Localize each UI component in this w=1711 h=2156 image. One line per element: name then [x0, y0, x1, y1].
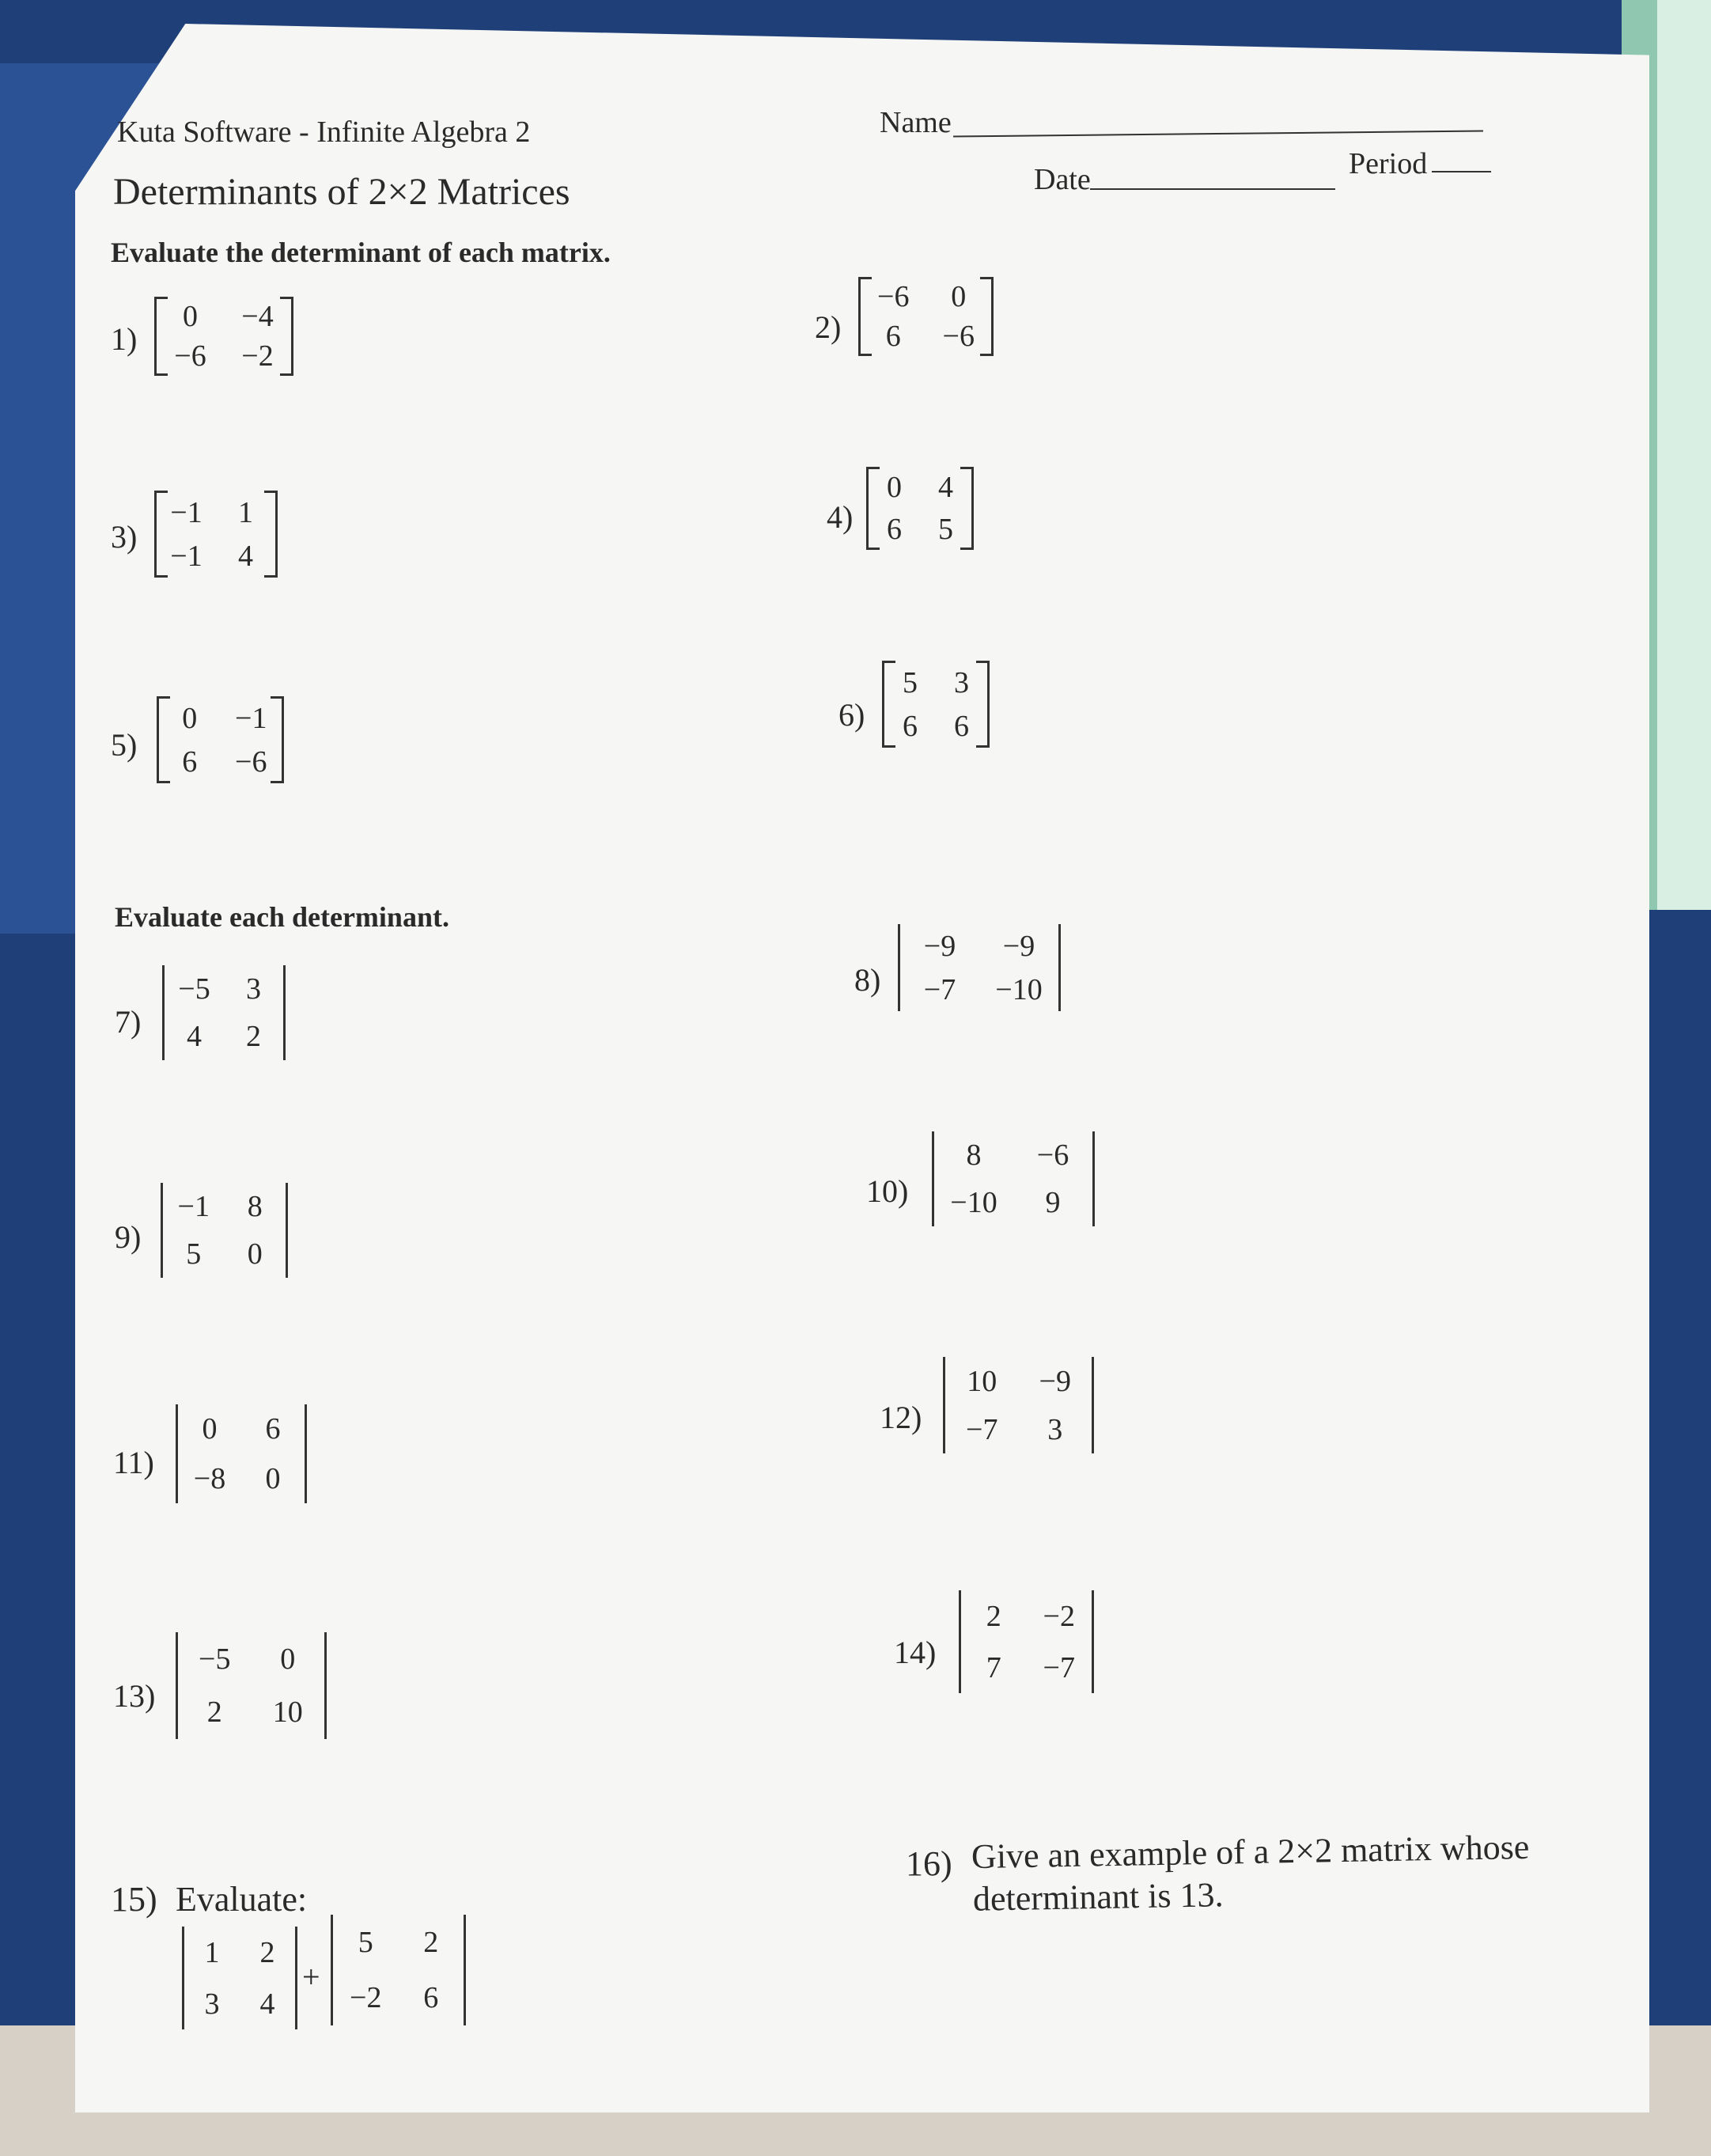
matrix-entry: 2 [246, 1020, 261, 1053]
matrix-entry: 3 [246, 972, 261, 1006]
matrix-entry: −2 [241, 339, 274, 373]
matrix-entry: 6 [423, 1981, 439, 2014]
determinant-8 [898, 924, 1061, 1011]
matrix-entry: −6 [877, 280, 910, 313]
matrix-entry: 1 [204, 1935, 220, 1969]
matrix-4 [866, 467, 974, 550]
matrix-entry: −9 [1039, 1364, 1071, 1398]
matrix-entry: 1 [238, 495, 253, 529]
matrix-entry: −9 [923, 929, 956, 963]
matrix-entry: 6 [182, 745, 198, 779]
matrix-entry: 6 [954, 709, 969, 743]
background-paper-edge [1657, 0, 1711, 910]
date-label: Date [1034, 163, 1091, 196]
matrix-entry: −10 [995, 972, 1043, 1006]
matrix-entry: 0 [951, 280, 967, 313]
matrix-entry: 2 [423, 1926, 439, 1959]
section2-instruction: Evaluate each determinant. [115, 901, 449, 933]
page-title: Determinants of 2×2 Matrices [113, 171, 570, 213]
matrix-entry: 4 [238, 539, 253, 573]
problem-label: 4) [827, 499, 854, 535]
matrix-entry: 4 [259, 1987, 275, 2021]
problem-label: 10) [866, 1173, 909, 1209]
matrix-entry: −2 [1043, 1599, 1075, 1633]
matrix-entry: −10 [950, 1186, 997, 1219]
matrix-entry: 4 [938, 471, 953, 505]
matrix-entry: 8 [247, 1190, 263, 1223]
matrix-entry: 5 [186, 1237, 202, 1271]
matrix-entry: 0 [247, 1237, 263, 1271]
plus-sign: + [302, 1959, 320, 1995]
problem-label: 13) [113, 1678, 156, 1714]
matrix-entry: −2 [350, 1981, 382, 2014]
problem-label: 7) [115, 1004, 142, 1040]
period-field-line[interactable] [1432, 171, 1491, 172]
matrix-entry: 2 [259, 1935, 275, 1969]
matrix-entry: 3 [1047, 1412, 1063, 1446]
matrix-entry: 0 [887, 471, 902, 505]
matrix-entry: −6 [1036, 1139, 1069, 1172]
matrix-entry: 6 [887, 512, 902, 546]
determinant-10 [932, 1131, 1095, 1226]
problem-label: 2) [815, 309, 842, 345]
determinant-15a [182, 1927, 297, 2029]
matrix-entry: 5 [938, 512, 953, 546]
matrix-entry: −1 [170, 539, 203, 573]
determinant-7 [162, 965, 286, 1060]
matrix-entry: −1 [170, 495, 203, 529]
matrix-entry: −6 [942, 320, 975, 353]
matrix-entry: −8 [193, 1461, 226, 1495]
matrix-entry: 6 [903, 709, 918, 743]
matrix-entry: 7 [986, 1650, 1001, 1684]
matrix-entry: −6 [235, 745, 267, 779]
problem-label: 3) [111, 519, 138, 555]
matrix-entry: 5 [358, 1926, 373, 1959]
matrix-entry: 10 [272, 1696, 303, 1730]
determinant-12 [943, 1357, 1094, 1453]
matrix-entry: 2 [206, 1696, 222, 1730]
determinant-13 [176, 1632, 327, 1739]
problem-16-text-line1: Give an example of a 2×2 matrix whose [971, 1827, 1530, 1877]
matrix-entry: 3 [954, 665, 969, 699]
matrix-entry: −7 [966, 1412, 998, 1446]
matrix-entry: 9 [1045, 1186, 1061, 1219]
matrix-entry: −5 [199, 1642, 231, 1676]
period-label: Period [1349, 147, 1428, 180]
matrix-entry: 6 [265, 1412, 281, 1446]
problem-16-text-line2: determinant is 13. [972, 1875, 1224, 1919]
problem-label: 9) [115, 1219, 142, 1255]
determinant-14 [959, 1590, 1094, 1693]
matrix-5 [157, 696, 284, 783]
date-field-line[interactable] [1090, 188, 1335, 190]
matrix-entry: −6 [174, 339, 206, 373]
problem-label: 1) [111, 321, 138, 357]
problem-label: 8) [854, 962, 881, 998]
problem-label: 15) [111, 1880, 157, 1919]
matrix-1 [154, 297, 293, 376]
matrix-entry: 0 [183, 300, 198, 333]
matrix-entry: −1 [177, 1190, 210, 1223]
problem-15-text: Evaluate: [176, 1880, 308, 1919]
matrix-entry: 4 [187, 1020, 202, 1053]
matrix-2 [858, 277, 994, 356]
problem-label: 16) [906, 1844, 952, 1883]
matrix-entry: 0 [202, 1412, 218, 1446]
matrix-entry: 6 [885, 320, 901, 353]
determinant-9 [161, 1183, 288, 1278]
matrix-entry: 0 [280, 1642, 296, 1676]
matrix-entry: 3 [204, 1987, 220, 2021]
problem-label: 12) [880, 1400, 922, 1435]
matrix-entry: −1 [235, 701, 267, 735]
matrix-entry: 8 [966, 1139, 982, 1172]
matrix-entry: 0 [182, 701, 198, 735]
determinant-15b [331, 1915, 466, 2025]
name-label: Name [880, 106, 952, 139]
matrix-entry: 10 [967, 1364, 997, 1398]
software-name: Kuta Software - Infinite Algebra 2 [117, 116, 531, 149]
matrix-entry: −9 [1002, 929, 1035, 963]
matrix-entry: 0 [265, 1461, 281, 1495]
problem-label: 6) [838, 697, 865, 733]
matrix-entry: 5 [903, 665, 918, 699]
problem-label: 11) [113, 1445, 154, 1480]
problem-label: 14) [894, 1635, 937, 1670]
matrix-3 [154, 491, 278, 578]
section1-instruction: Evaluate the determinant of each matrix. [111, 237, 611, 268]
matrix-entry: −7 [1043, 1650, 1075, 1684]
problem-label: 5) [111, 727, 138, 763]
matrix-entry: −4 [241, 300, 274, 333]
matrix-entry: 2 [986, 1599, 1001, 1633]
matrix-entry: −5 [178, 972, 210, 1006]
matrix-6 [882, 661, 990, 748]
determinant-11 [176, 1404, 307, 1503]
matrix-entry: −7 [923, 972, 956, 1006]
